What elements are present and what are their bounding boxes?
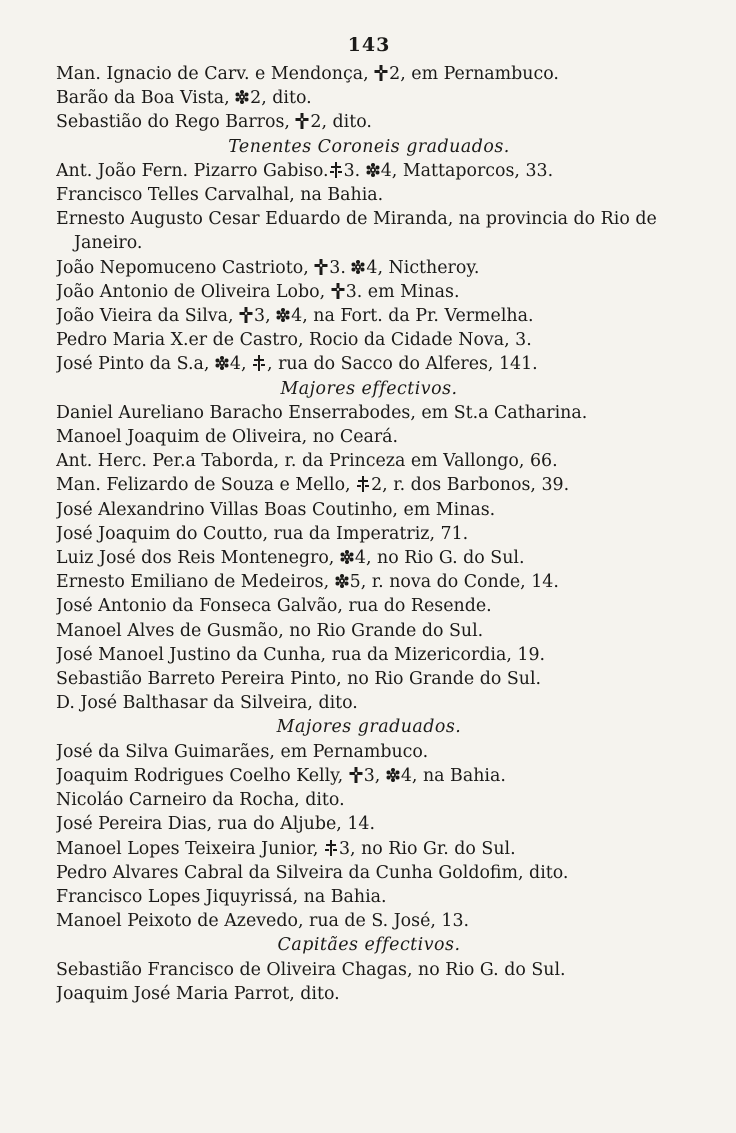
register-entry (56, 207, 682, 255)
entry-text: Sebastião do Rego Barros, (56, 112, 296, 133)
register-entry (56, 304, 682, 328)
entry-text: Man. Felizardo de Souza e Mello, (56, 475, 357, 496)
register-entry (56, 425, 682, 449)
register-entry (56, 619, 682, 643)
cross-order-icon (239, 307, 253, 323)
entry-text: 3, (363, 765, 386, 786)
register-entry (56, 546, 682, 570)
entry-text: 2, dito. (310, 112, 372, 133)
register-entry (56, 401, 682, 425)
register-entry (56, 594, 682, 618)
entry-text: João Vieira da Silva, (56, 306, 240, 327)
entry-text: Sebastião Francisco de Oliveira Chagas, no Rio G. do Sul. (56, 959, 566, 980)
register-entry (56, 667, 682, 691)
entry-text: Sebastião Barreto Pereira Pinto, no Rio Grande do Sul. (56, 669, 542, 690)
entry-text: 2, r. dos Barbonos, 39. (371, 475, 570, 496)
entry-text: Joaquim José Maria Parrot, dito. (56, 983, 340, 1004)
cross-order-icon (331, 283, 345, 299)
entry-text: Pedro Maria X.er de Castro, Rocio da Cidade Nova, 3. (56, 330, 532, 351)
register-entry (56, 183, 682, 207)
page-number: 143 (347, 34, 391, 56)
rose-order-icon (340, 549, 354, 565)
entry-text: José Joaquim do Coutto, rua da Imperatriz, 71. (56, 523, 469, 544)
entry-text: José da Silva Guimarães, em Pernambuco. (56, 741, 429, 762)
register-entry (56, 885, 682, 909)
entry-text: Manoel Lopes Teixeira Junior, (56, 838, 324, 859)
entry-text: José Alexandrino Villas Boas Coutinho, em Minas. (56, 499, 496, 520)
entry-text: 3. (329, 257, 352, 278)
cross-order-icon (314, 259, 328, 275)
rose-order-icon (215, 355, 229, 371)
entry-text: 5, r. nova do Conde, 14. (349, 572, 559, 593)
rose-order-icon (351, 259, 365, 275)
entry-text: 4, na Bahia. (400, 765, 506, 786)
tower-sword-order-icon (356, 476, 370, 492)
register-entry (56, 328, 682, 352)
register-entry (56, 256, 682, 280)
register-entry (56, 643, 682, 667)
rose-order-icon (276, 307, 290, 323)
entry-text: Ant. Herc. Per.a Taborda, r. da Princeza em Vallongo, 66. (56, 451, 558, 472)
entry-text: Nicoláo Carneiro da Rocha, dito. (56, 790, 345, 811)
entry-text: 3. em Minas. (345, 281, 460, 302)
entry-text: , rua do Sacco do Alferes, 141. (267, 354, 538, 375)
register-entry (56, 788, 682, 812)
cross-order-icon (349, 767, 363, 783)
entry-text: 3, no Rio Gr. do Sul. (338, 838, 516, 859)
rose-order-icon (335, 573, 349, 589)
register-entry (56, 522, 682, 546)
cross-order-icon (295, 113, 309, 129)
entry-text: Daniel Aureliano Baracho Enserrabodes, em St.a Catharina. (56, 402, 588, 423)
register-entry (56, 473, 682, 497)
entry-text: Joaquim Rodrigues Coelho Kelly, (56, 765, 349, 786)
tower-sword-order-icon (252, 355, 266, 371)
register-entry (56, 691, 682, 715)
entry-text: João Nepomuceno Castrioto, (56, 257, 315, 278)
entry-text: 3. (343, 160, 366, 181)
register-content (56, 62, 682, 1006)
entry-text: José Pereira Dias, rua do Aljube, 14. (56, 814, 376, 835)
entry-text: Manoel Joaquim de Oliveira, no Ceará. (56, 427, 399, 448)
register-entry (56, 498, 682, 522)
rose-order-icon (366, 162, 380, 178)
entry-text: Francisco Telles Carvalhal, na Bahia. (56, 185, 384, 206)
section-heading: Tenentes Coroneis graduados. (228, 136, 510, 157)
entry-text: Pedro Alvares Cabral da Silveira da Cunha Goldofim, dito. (56, 862, 569, 883)
register-entry (56, 352, 682, 376)
register-entry (56, 909, 682, 933)
entry-text: 4, Nictheroy. (366, 257, 480, 278)
entry-text: 4, na Fort. da Pr. Vermelha. (291, 306, 534, 327)
entry-text: Francisco Lopes Jiquyrissá, na Bahia. (56, 886, 387, 907)
register-entry (56, 812, 682, 836)
entry-text: José Antonio da Fonseca Galvão, rua do Resende. (56, 596, 492, 617)
entry-text: 4, no Rio G. do Sul. (354, 548, 525, 569)
register-entry (56, 570, 682, 594)
entry-text: 2, dito. (250, 88, 312, 109)
cross-order-icon (374, 65, 388, 81)
entry-text: 4, Mattaporcos, 33. (380, 160, 554, 181)
section-heading: Capitães effectivos. (277, 935, 461, 956)
register-entry (56, 159, 682, 183)
entry-text: 3, (254, 306, 277, 327)
entry-text: Ernesto Augusto Cesar Eduardo de Miranda, na provincia do Rio de Janeiro. (56, 209, 657, 254)
entry-text: Luiz José dos Reis Montenegro, (56, 548, 340, 569)
document-page (56, 28, 682, 1006)
entry-text: José Manoel Justino da Cunha, rua da Mizericordia, 19. (56, 644, 546, 665)
entry-text: D. José Balthasar da Silveira, dito. (56, 693, 358, 714)
register-entry (56, 837, 682, 861)
entry-text: Manoel Alves de Gusmão, no Rio Grande do Sul. (56, 620, 484, 641)
entry-text: Man. Ignacio de Carv. e Mendonça, (56, 64, 375, 84)
register-entry (56, 740, 682, 764)
register-entry (56, 764, 682, 788)
rose-order-icon (386, 767, 400, 783)
entry-text: 4, (229, 354, 253, 375)
register-entry (56, 110, 682, 134)
register-entry (56, 62, 682, 86)
rose-order-icon (235, 89, 249, 105)
entry-text: Ernesto Emiliano de Medeiros, (56, 572, 335, 593)
entry-text: Ant. João Fern. Pizarro Gabiso. (56, 160, 329, 181)
tower-sword-order-icon (324, 840, 338, 856)
entry-text: João Antonio de Oliveira Lobo, (56, 281, 331, 302)
entry-text: Manoel Peixoto de Azevedo, rua de S. José, 13. (56, 911, 470, 932)
entry-text: José Pinto da S.a, (56, 354, 215, 375)
register-entry (56, 449, 682, 473)
register-entry (56, 861, 682, 885)
register-entry (56, 280, 682, 304)
section-heading: Majores graduados. (276, 717, 462, 738)
section-heading: Majores effectivos. (280, 378, 458, 399)
entry-text: Barão da Boa Vista, (56, 88, 236, 109)
register-entry (56, 86, 682, 110)
register-entry (56, 958, 682, 982)
register-entry (56, 982, 682, 1006)
entry-text: 2, em Pernambuco. (389, 64, 559, 84)
tower-sword-order-icon (329, 162, 343, 178)
